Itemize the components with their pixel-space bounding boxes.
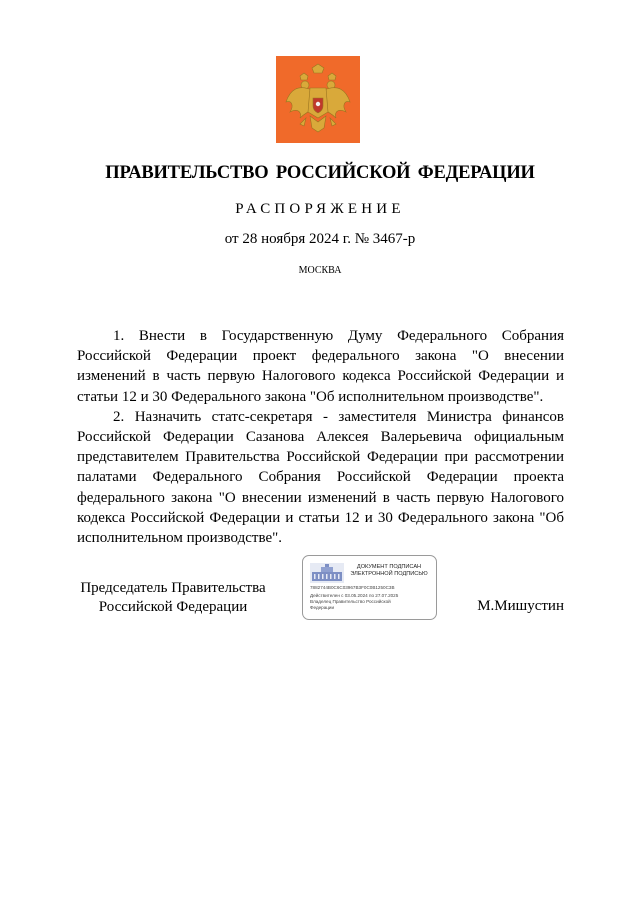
- government-building-icon: [310, 563, 344, 583]
- stamp-owner-line1: Владелец Правительство Российской: [310, 599, 391, 604]
- coat-of-arms-emblem: [276, 56, 360, 143]
- signatory-position-line1: Председатель Правительства: [80, 580, 266, 596]
- document-type: РАСПОРЯЖЕНИЕ: [235, 201, 405, 217]
- stamp-owner-line2: Федерации: [310, 605, 335, 610]
- stamp-certificate: 7882744B0C6C03967B3F0C0B1250C3B: [310, 585, 395, 590]
- government-title: ПРАВИТЕЛЬСТВО РОССИЙСКОЙ ФЕДЕРАЦИИ: [105, 163, 535, 183]
- document-date-number: от 28 ноября 2024 г. № 3467-р: [224, 231, 416, 247]
- order-paragraph-2: 2. Назначить статс-секретаря - заместителя Министра финансов Российской Федерации Сазанова Алексея Валерьевича официальным представителем Правительства Российской Федерации при рассмотрении палатами Федерального Собрания Российской Федерации проекта федерального закона "О внесении изменений в часть первую Налогового кодекса Российской Федерации и статьи 12 и 30 Федерального закона "Об исполнительном производстве".: [77, 408, 564, 547]
- signatory-position: [78, 579, 268, 617]
- stamp-title: ДОКУМЕНТ ПОДПИСАН ЭЛЕКТРОННОЙ ПОДПИСЬЮ: [350, 564, 428, 577]
- electronic-signature-stamp: [302, 555, 437, 620]
- order-paragraph-1: 1. Внести в Государственную Думу Федерального Собрания Российской Федерации проект федерального закона "О внесении изменений в часть первую Налогового кодекса Российской Федерации и статьи 12 и 30 Федерального закона "Об исполнительном производстве".: [77, 328, 564, 405]
- stamp-validity: Действителен с 03.05.2024 по 27.07.2025: [310, 593, 399, 598]
- order-body: [77, 326, 564, 548]
- document-city: МОСКВА: [298, 265, 342, 276]
- double-headed-eagle-icon: [276, 56, 360, 143]
- signatory-name: М.Мишустин: [477, 598, 564, 614]
- signatory-position-line2: Российской Федерации: [98, 599, 248, 615]
